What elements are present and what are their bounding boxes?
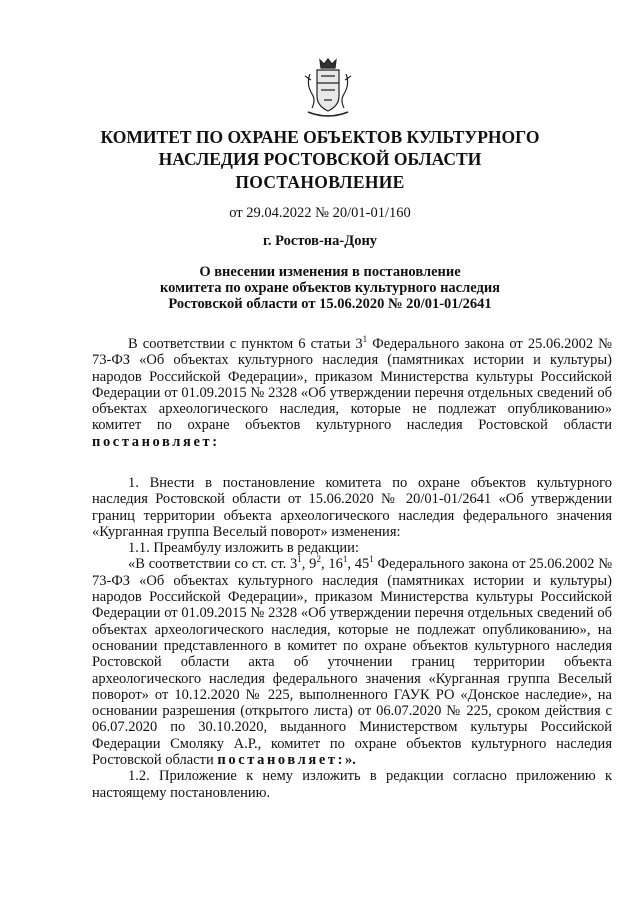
quote-sup-4: 1	[369, 554, 374, 565]
preamble-text-b: Федерального закона от 25.06.2002 № 73-ФЗ «Об объектах культурного наследия (памятниках истории и культуры) народов Российской Федерации», приказом Министерства культуры Российской Федерации от 01.09.2015 № 2328 «Об утверждении перечня отдельных сведений об объектах археологического наследия, которые не подлежат опубликованию» комитет по охране объектов культурного наследия Ростовской области	[92, 336, 612, 434]
quote-text-a: «В соответствии со ст. ст. 3	[128, 556, 298, 573]
document-city: г. Ростов-на-Дону	[262, 233, 378, 249]
subject-line-2: комитета по охране объектов культурного наследия	[159, 280, 501, 296]
document-subject	[150, 264, 510, 312]
subject-line-1: О внесении изменения в постановление	[199, 264, 461, 280]
quoted-preamble	[92, 556, 612, 768]
quote-resolves: постановляет:	[217, 752, 346, 769]
preamble-sup: 1	[362, 334, 368, 345]
preamble-resolves: постановляет:	[92, 433, 220, 450]
preamble-text-a: В соответствии с пунктом 6 статьи 3	[128, 336, 363, 352]
org-line-2: НАСЛЕДИЯ РОСТОВСКОЙ ОБЛАСТИ	[158, 149, 482, 169]
item-1-2: 1.2. Приложение к нему изложить в редакции согласно приложению к настоящему постановлению.	[92, 768, 612, 801]
item-1-1: 1.1. Преамбулу изложить в редакции:	[128, 540, 359, 557]
quote-text-e: Федерального закона от 25.06.2002 № 73-ФЗ «Об объектах культурного наследия (памятниках истории и культуры) народов Российской Федерации», приказом Министерства культуры Российской Федерации от 01.09.2015 № 2328 «Об утверждении перечня отдельных сведений об объектах археологического наследия, которые не подлежат опубликованию», на основании представленного в комитет по охране объектов культурного наследия Ростовской области акта об уточнении границ территории объекта археологического наследия федерального значения «Курганная группа Веселый поворот» от 10.12.2020 № 225, выполненного ГАУК РО «Донское наследие», на основании разрешения (открытого листа) от 06.07.2020 № 225, сроком действия с 06.07.2020 по 30.10.2020, выданного Министерством культуры Российской Федерации Смоляку А.Р., комитет по охране объектов культурного наследия Ростовской области	[92, 556, 613, 769]
organization-name	[80, 126, 560, 170]
quote-sup-3: 1	[342, 554, 348, 565]
quote-end: ».	[345, 752, 356, 769]
org-line-1: КОМИТЕТ ПО ОХРАНЕ ОБЪЕКТОВ КУЛЬТУРНОГО	[100, 127, 540, 147]
document-type: ПОСТАНОВЛЕНИЕ	[235, 172, 405, 192]
coat-of-arms-emblem	[302, 56, 354, 120]
quote-sup-1: 1	[297, 554, 302, 565]
item-1: 1. Внести в постановление комитета по охране объектов культурного наследия Ростовской области от 15.06.2020 № 20/01-01/2641 «Об утверждении границ территории объекта археологического наследия федерального значения «Курганная группа Веселый поворот» изменения:	[92, 475, 612, 540]
quote-text-d: , 45	[347, 556, 370, 573]
document-date-number: от 29.04.2022 № 20/01-01/160	[229, 205, 411, 221]
quote-text-b: , 9	[301, 556, 317, 573]
quote-sup-2: 2	[316, 554, 321, 565]
quote-text-c: , 16	[320, 556, 343, 573]
preamble-paragraph	[92, 336, 612, 450]
subject-line-3: Ростовской области от 15.06.2020 № 20/01-01/2641	[168, 296, 492, 312]
items-section	[92, 475, 612, 801]
